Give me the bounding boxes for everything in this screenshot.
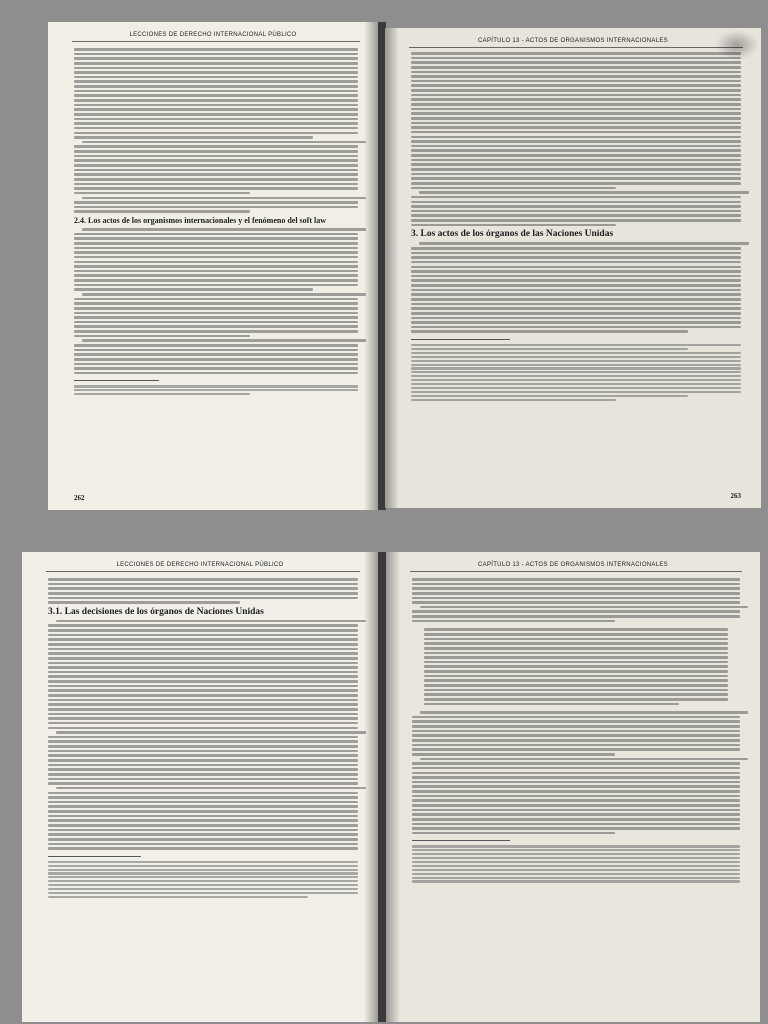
page-body bbox=[48, 578, 358, 900]
gutter-shadow bbox=[364, 552, 378, 1022]
text-block-2 bbox=[74, 228, 358, 374]
page-body bbox=[74, 48, 358, 397]
footnotes bbox=[411, 344, 741, 401]
block-quote bbox=[424, 628, 728, 705]
text-block-2 bbox=[412, 711, 740, 834]
footnote-rule bbox=[411, 339, 510, 340]
page-number: 263 bbox=[730, 492, 741, 500]
section-heading: 2.4. Los actos de los organismos internacionales y el fenómeno del soft law bbox=[74, 216, 326, 226]
section-heading: 3. Los actos de los órganos de las Naciones Unidas bbox=[411, 229, 614, 240]
gutter-shadow bbox=[364, 22, 378, 510]
running-header: LECCIONES DE DERECHO INTERNACIONAL PÚBLICO bbox=[129, 32, 297, 38]
text-block-1 bbox=[411, 52, 741, 226]
header-rule bbox=[72, 41, 360, 42]
running-header: LECCIONES DE DERECHO INTERNACIONAL PÚBLICO bbox=[116, 562, 284, 568]
page-body bbox=[412, 578, 740, 884]
footnote-rule bbox=[412, 840, 510, 841]
running-header: CAPÍTULO 13 - ACTOS DE ORGANISMOS INTERNACIONALES bbox=[478, 38, 668, 44]
text-block-2 bbox=[48, 620, 358, 850]
footnotes bbox=[48, 861, 358, 898]
header-rule bbox=[46, 571, 360, 572]
footnotes bbox=[74, 385, 358, 395]
text-block-1 bbox=[412, 578, 740, 622]
footnote-rule bbox=[74, 380, 159, 381]
scan-smudge bbox=[715, 30, 759, 60]
page-top-left bbox=[48, 22, 378, 510]
page-bottom-left bbox=[22, 552, 378, 1022]
footnote-rule bbox=[48, 856, 141, 857]
page-top-right bbox=[385, 28, 761, 508]
page-bottom-right bbox=[386, 552, 760, 1022]
text-block-1 bbox=[48, 578, 358, 604]
running-header: CAPÍTULO 13 - ACTOS DE ORGANISMOS INTERNACIONALES bbox=[478, 562, 668, 568]
section-heading: 3.1. Las decisiones de los órganos de Naciones Unidas bbox=[48, 606, 264, 617]
page-body bbox=[411, 52, 741, 402]
header-rule bbox=[409, 47, 743, 48]
gutter-shadow bbox=[385, 28, 399, 508]
footnotes bbox=[412, 845, 740, 882]
header-rule bbox=[410, 571, 742, 572]
page-number: 262 bbox=[74, 494, 85, 502]
text-block-2 bbox=[411, 242, 741, 333]
gutter-shadow bbox=[386, 552, 400, 1022]
text-block-1 bbox=[74, 48, 358, 213]
